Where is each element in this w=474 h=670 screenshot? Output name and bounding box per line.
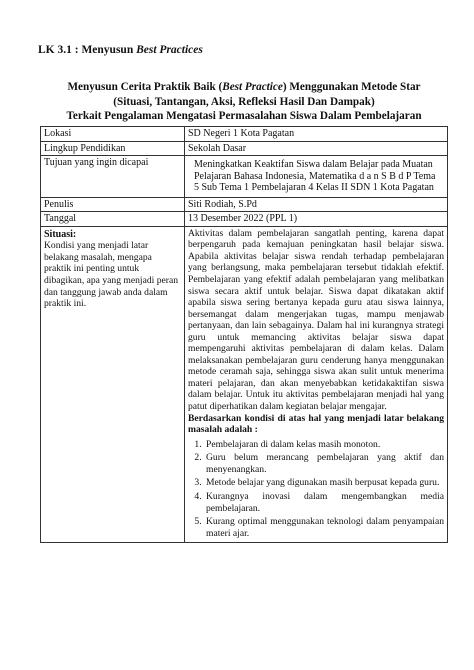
title-line-1-b: ) Menggunakan Metode Star [282, 81, 421, 93]
document-title [38, 80, 450, 124]
value-lingkup: Sekolah Dasar [185, 141, 448, 156]
title-line-1 [38, 80, 450, 95]
list-item: 5. Kurang optimal menggunakan teknologi dalam penyampaian materi ajar. [204, 516, 444, 539]
value-penulis: Siti Rodiah, S.Pd [185, 197, 448, 212]
situasi-description: Kondisi yang menjadi latar belakang masalah, mengapa praktik ini penting untuk dibagikan, apa yang menjadi peran dan tanggung jawab anda dalam praktik ini. [44, 240, 178, 310]
label-tanggal: Tanggal [41, 212, 185, 227]
label-lokasi: Lokasi [41, 127, 185, 142]
list-item: 3. Metode belajar yang digunakan masih berpusat kepada guru. [204, 477, 444, 489]
situasi-bold-line: Berdasarkan kondisi di atas hal yang menjadi latar belakang masalah adalah : [188, 412, 444, 436]
worksheet-heading [38, 44, 203, 56]
title-line-3: Terkait Pengalaman Mengatasi Permasalahan Siswa Dalam Pembelajaran [66, 110, 422, 122]
value-tanggal: 13 Desember 2022 (PPL 1) [185, 212, 448, 227]
value-tujuan: Meningkatkan Keaktifan Siswa dalam Belajar pada Muatan Pelajaran Bahasa Indonesia, Matematika d a n S B d P Tema 5 Sub Tema 1 Pembelajaran 4 Kelas II SDN 1 Kota Pagatan [185, 156, 448, 198]
label-penulis: Penulis [41, 197, 185, 212]
title-line-2: (Situasi, Tantangan, Aksi, Refleksi Hasil Dan Dampak) [113, 95, 375, 108]
table-row-tujuan [41, 156, 448, 198]
label-lingkup: Lingkup Pendidikan [41, 141, 185, 156]
list-item: 1. Pembelajaran di dalam kelas masih monoton. [204, 439, 444, 451]
situasi-title: Situasi: [44, 228, 77, 240]
situasi-left-cell [41, 226, 185, 543]
table-row-tanggal [41, 212, 448, 227]
info-table [40, 126, 448, 543]
list-item: 4. Kurangnya inovasi dalam mengembangkan media pembelajaran. [204, 491, 444, 514]
value-lokasi: SD Negeri 1 Kota Pagatan [185, 127, 448, 142]
table-row-situasi [41, 226, 448, 543]
worksheet-heading-prefix: LK 3.1 : Menyusun [38, 44, 137, 56]
list-item: 2. Guru belum merancang pembelajaran yang aktif dan menyenangkan. [204, 452, 444, 475]
table-row-penulis [41, 197, 448, 212]
situasi-content-cell [185, 226, 448, 543]
situasi-paragraph: Aktivitas dalam pembelajaran sangatlah penting, karena dapat berpengaruh pada kemajuan peningkatan hasil belajar siswa. Apabila aktivitas belajar siswa rendah terhadap pembelajaran yang berlangsung, maka pembelajaran tersebut tidaklah efektif. Pembelajaran yang efektif adalah pembelajaran yang melibatkan siswa secara aktif untuk belajar. Siswa dapat dikatakan aktif apabila siswa sering bertanya kepada guru atau siswa lainnya, bersemangat dalam mengerjakan tugas, mampu menjawab pertanyaan, dan lain sebagainya. Dalam hal ini kurangnya strategi guru untuk memancing aktivitas belajar siswa dapat mempengaruhi aktivitas pembelajaran di dalam kelas. Dalam melaksanakan pembelajaran guru cenderung hanya menggunakan metode ceramah saja, sehingga siswa akan sulit untuk menerima materi pelajaran, dan akan menyebabkan ketidakaktifan siswa dalam belajar. Untuk itu aktivitas pembelajaran menjadi hal yang patut diperhatikan dalam kegiatan belajar mengajar. [188, 227, 444, 412]
worksheet-heading-italic: Best Practices [136, 44, 203, 56]
title-line-1-a: Menyusun Cerita Praktik Baik ( [67, 81, 223, 93]
table-row-lokasi [41, 127, 448, 142]
title-line-1-italic: Best Practice [222, 81, 283, 93]
label-tujuan: Tujuan yang ingin dicapai [41, 156, 185, 198]
table-row-lingkup [41, 141, 448, 156]
problem-list [188, 439, 444, 540]
